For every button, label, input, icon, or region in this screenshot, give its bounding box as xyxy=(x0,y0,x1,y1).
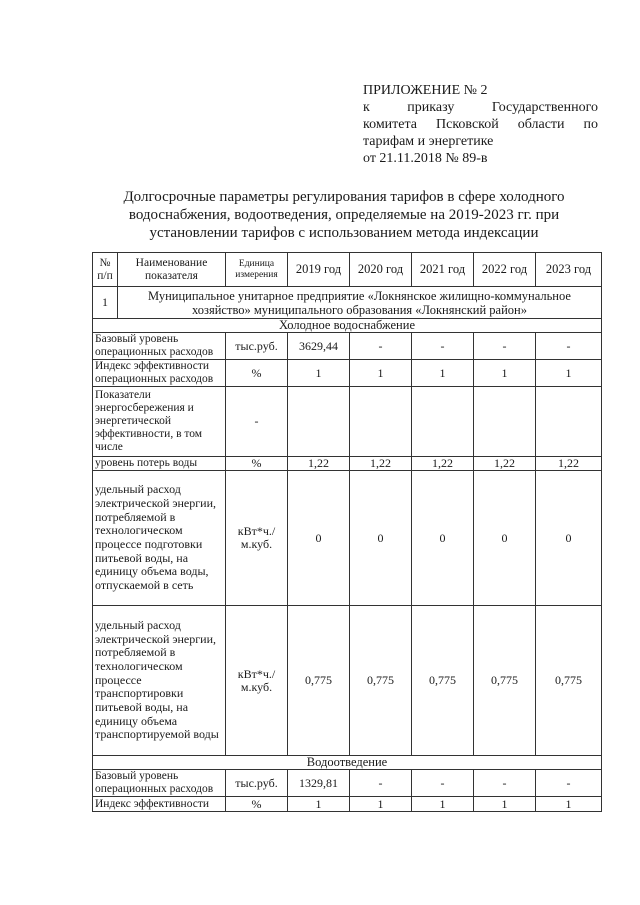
row-value xyxy=(350,387,412,457)
header-year: 2023 год xyxy=(536,253,602,287)
table-row xyxy=(93,797,602,812)
row-value: 1 xyxy=(288,360,350,387)
row-value: 0,775 xyxy=(288,606,350,756)
org-row xyxy=(93,287,602,319)
row-value: - xyxy=(350,333,412,360)
table-row xyxy=(93,387,602,457)
row-label: удельный расход электрической энергии, потребляемой в технологическом процессе транспортировки питьевой воды, на единицу объема транспортируемой воды xyxy=(93,606,226,756)
row-label: Индекс эффективности xyxy=(93,797,226,812)
row-value: 0 xyxy=(288,471,350,606)
header-year: 2019 год xyxy=(288,253,350,287)
row-label: Показатели энергосбережения и энергетической эффективности, в том числе xyxy=(93,387,226,457)
row-value: 1 xyxy=(412,360,474,387)
table-row xyxy=(93,770,602,797)
row-value: 1 xyxy=(536,797,602,812)
document-title: Долгосрочные параметры регулирования тарифов в сфере холодного водоснабжения, водоотведения, определяемые на 2019-2023 гг. при установлении тарифов с использованием метода индексации xyxy=(123,189,565,241)
row-value: 1,22 xyxy=(474,457,536,471)
parameters-table xyxy=(92,252,602,812)
row-value: - xyxy=(536,770,602,797)
row-label: уровень потерь воды xyxy=(93,457,226,471)
row-value: - xyxy=(412,333,474,360)
row-value: 0 xyxy=(412,471,474,606)
appendix-block xyxy=(363,82,598,167)
row-unit: - xyxy=(226,387,288,457)
row-value: 0 xyxy=(350,471,412,606)
table-row xyxy=(93,457,602,471)
row-value: 0,775 xyxy=(474,606,536,756)
row-label: удельный расход электрической энергии, потребляемой в технологическом процессе подготовки питьевой воды, на единицу объема воды, отпускаемой в сеть xyxy=(93,471,226,606)
row-value: 1 xyxy=(474,360,536,387)
appendix-date: от 21.11.2018 № 89-в xyxy=(363,151,488,166)
row-value: - xyxy=(474,770,536,797)
header-year: 2021 год xyxy=(412,253,474,287)
row-unit: кВт*ч./м.куб. xyxy=(226,606,288,756)
row-value: 1 xyxy=(412,797,474,812)
row-value: - xyxy=(350,770,412,797)
section-row xyxy=(93,756,602,770)
row-value: 1,22 xyxy=(288,457,350,471)
row-value: 3629,44 xyxy=(288,333,350,360)
row-value: 1329,81 xyxy=(288,770,350,797)
row-value xyxy=(288,387,350,457)
section-row xyxy=(93,319,602,333)
row-value: 1,22 xyxy=(412,457,474,471)
row-value: 1 xyxy=(350,797,412,812)
row-value xyxy=(474,387,536,457)
row-value: 1 xyxy=(350,360,412,387)
appendix-order-ref: к приказу Государственного xyxy=(363,100,598,115)
table-row xyxy=(93,471,602,606)
table-row xyxy=(93,360,602,387)
row-value: 1 xyxy=(474,797,536,812)
org-number: 1 xyxy=(93,287,118,319)
row-value: 0,775 xyxy=(350,606,412,756)
header-unit: Единица измерения xyxy=(226,253,288,287)
header-name: Наименование показателя xyxy=(118,253,226,287)
row-label: Индекс эффективности операционных расходов xyxy=(93,360,226,387)
row-value: 0,775 xyxy=(536,606,602,756)
row-value: 0 xyxy=(536,471,602,606)
row-value: 1 xyxy=(288,797,350,812)
row-value: 1,22 xyxy=(350,457,412,471)
table-row xyxy=(93,606,602,756)
appendix-number: ПРИЛОЖЕНИЕ № 2 xyxy=(363,83,488,98)
org-name: Муниципальное унитарное предприятие «Локнянское жилищно-коммунальное хозяйство» муниципального образования «Локнянский район» xyxy=(118,287,602,319)
appendix-committee: комитета Псковской области по xyxy=(363,117,598,132)
row-label: Базовый уровень операционных расходов xyxy=(93,770,226,797)
row-value: 0,775 xyxy=(412,606,474,756)
row-value: 0 xyxy=(474,471,536,606)
row-label: Базовый уровень операционных расходов xyxy=(93,333,226,360)
row-value xyxy=(536,387,602,457)
row-value xyxy=(412,387,474,457)
header-year: 2020 год xyxy=(350,253,412,287)
row-unit: тыс.руб. xyxy=(226,333,288,360)
header-row xyxy=(93,253,602,287)
section-cold-water: Холодное водоснабжение xyxy=(93,319,602,333)
appendix-committee-tail: тарифам и энергетике xyxy=(363,134,494,149)
table-row xyxy=(93,333,602,360)
row-value: 1,22 xyxy=(536,457,602,471)
row-unit: тыс.руб. xyxy=(226,770,288,797)
row-unit: % xyxy=(226,360,288,387)
row-value: 1 xyxy=(536,360,602,387)
row-value: - xyxy=(412,770,474,797)
row-value: - xyxy=(536,333,602,360)
header-year: 2022 год xyxy=(474,253,536,287)
row-value: - xyxy=(474,333,536,360)
row-unit: % xyxy=(226,797,288,812)
row-unit: кВт*ч./м.куб. xyxy=(226,471,288,606)
header-num: № п/п xyxy=(93,253,118,287)
row-unit: % xyxy=(226,457,288,471)
section-wastewater: Водоотведение xyxy=(93,756,602,770)
